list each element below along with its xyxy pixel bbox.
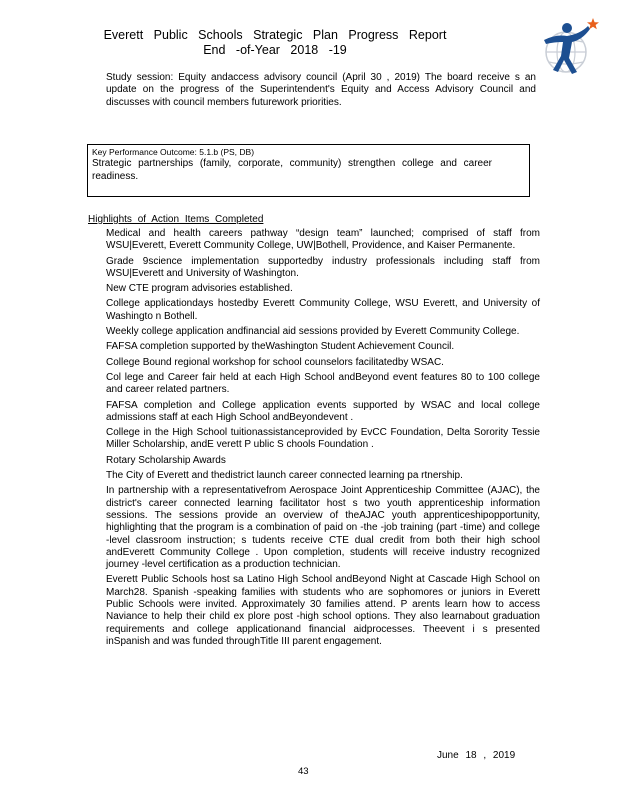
bullet-icon — [88, 470, 106, 482]
study-session-note — [88, 72, 536, 109]
bullet-icon — [88, 298, 106, 323]
kpi-header: Key Performance Outcome: 5.1.b (PS, DB) — [92, 147, 255, 157]
list-item — [88, 256, 540, 281]
bullet-icon — [88, 341, 106, 353]
list-item-text: The City of Everett and thedistrict launch career connected learning pa rtnership. — [106, 470, 463, 482]
key-performance-outcome-box — [87, 144, 530, 197]
list-item — [88, 470, 540, 482]
bullet-icon — [88, 400, 106, 425]
bullet-icon — [88, 574, 106, 648]
bullet-icon — [88, 256, 106, 281]
list-item — [88, 485, 540, 571]
list-item — [88, 357, 540, 369]
list-item-text: Everett Public Schools host sa Latino High School andBeyond Night at Cascade High School on March28. Spanish -speaking families with students who are sophomores or juniors in Everett Public Schools were invited. Approximately 30 families attend. P arents learn how to access Naviance to help their child ex plore post -high school options. They also learnabout graduation requirements and college applicationand financial aidprocesses. Theevent i s presented inSpanish and was funded throughTitle III parent engagement. — [106, 574, 540, 647]
list-item-text: In partnership with a representativefrom Aerospace Joint Apprenticeship Committee (AJAC), the district's career connected learning facilitator host s two youth apprenticeship information sessions. The sessions provide an overview of theAJAC youth apprenticeshipopportunity, highlighting that the program is a combination of paid on -the -job training (part -time) and college -level classroom instruction; s tudents receive CTE dual credit from both their high school andEverett Community College . Upon completion, students will receive industry recognized journey -level certification as a production technician. — [106, 485, 540, 571]
list-item — [88, 283, 540, 295]
list-item — [88, 400, 540, 425]
bullet-icon — [88, 485, 106, 571]
study-session-item — [88, 72, 536, 109]
list-item-text: Grade 9science implementation supportedby industry professionals including staff from WSU|Everett and University of Washington. — [106, 255, 540, 279]
kpi-body: Strategic partnerships (family, corporate, community) strengthen college and career readiness. — [92, 158, 492, 182]
bullet-icon — [88, 283, 106, 295]
highlights-heading: Highlights of Action Items Completed — [88, 214, 264, 225]
list-item — [88, 228, 540, 253]
list-item-text: Rotary Scholarship Awards — [106, 454, 226, 466]
list-item — [88, 427, 540, 452]
page-number: 43 — [298, 766, 309, 777]
list-item-text: Col lege and Career fair held at each High School andBeyond event features 80 to 100 college and career related partners. — [106, 371, 540, 396]
list-item-text: Weekly college application andfinancial aid sessions provided by Everett Community College. — [106, 326, 520, 338]
bullet-icon — [88, 455, 106, 467]
list-item-text: New CTE program advisories established. — [106, 283, 293, 295]
bullet-icon — [88, 72, 106, 109]
bullet-icon — [88, 326, 106, 338]
report-title-line2: End -of-Year 2018 -19 — [203, 43, 347, 57]
list-item-text: College in the High School tuitionassistanceprovided by EvCC Foundation, Delta Sorority Tessie Miller Scholarship, andE verett P ublic S chools Foundation . — [106, 427, 540, 451]
bullet-icon — [88, 357, 106, 369]
list-item — [88, 326, 540, 338]
report-title — [60, 28, 490, 58]
list-item-text: FAFSA completion and College application events supported by WSAC and local college admissions staff at each High School andBeyondevent . — [106, 399, 540, 423]
district-logo — [536, 14, 600, 78]
bullet-icon — [88, 427, 106, 452]
list-item — [88, 372, 540, 397]
list-item-text: FAFSA completion supported by theWashington Student Achievement Council. — [106, 341, 455, 353]
study-session-text: Study session: Equity andaccess advisory council (April 30 , 2019) The board receive s an update on the progress of the Superintendent's Equity and Access Advisory Council and discusses with council members futurework priorities. — [106, 72, 536, 108]
bullet-icon — [88, 228, 106, 253]
bullet-icon — [88, 372, 106, 397]
list-item-text: College applicationdays hostedby Everett Community College, WSU Everett, and University of Washingto n Bothell. — [106, 298, 540, 322]
list-item — [88, 341, 540, 353]
list-item — [88, 574, 540, 648]
report-title-line1: Everett Public Schools Strategic Plan Progress Report — [103, 28, 447, 42]
list-item — [88, 298, 540, 323]
list-item-text: Medical and health careers pathway “design team” launched; comprised of staff from WSU|Everett, Everett Community College, UW|Bothell, Providence, and Kaiser Permanente. — [106, 228, 540, 252]
report-date: June 18 , 2019 — [437, 750, 516, 761]
highlights-list — [88, 228, 540, 651]
list-item — [88, 455, 540, 467]
list-item-text: College Bound regional workshop for school counselors facilitatedby WSAC. — [106, 356, 444, 368]
